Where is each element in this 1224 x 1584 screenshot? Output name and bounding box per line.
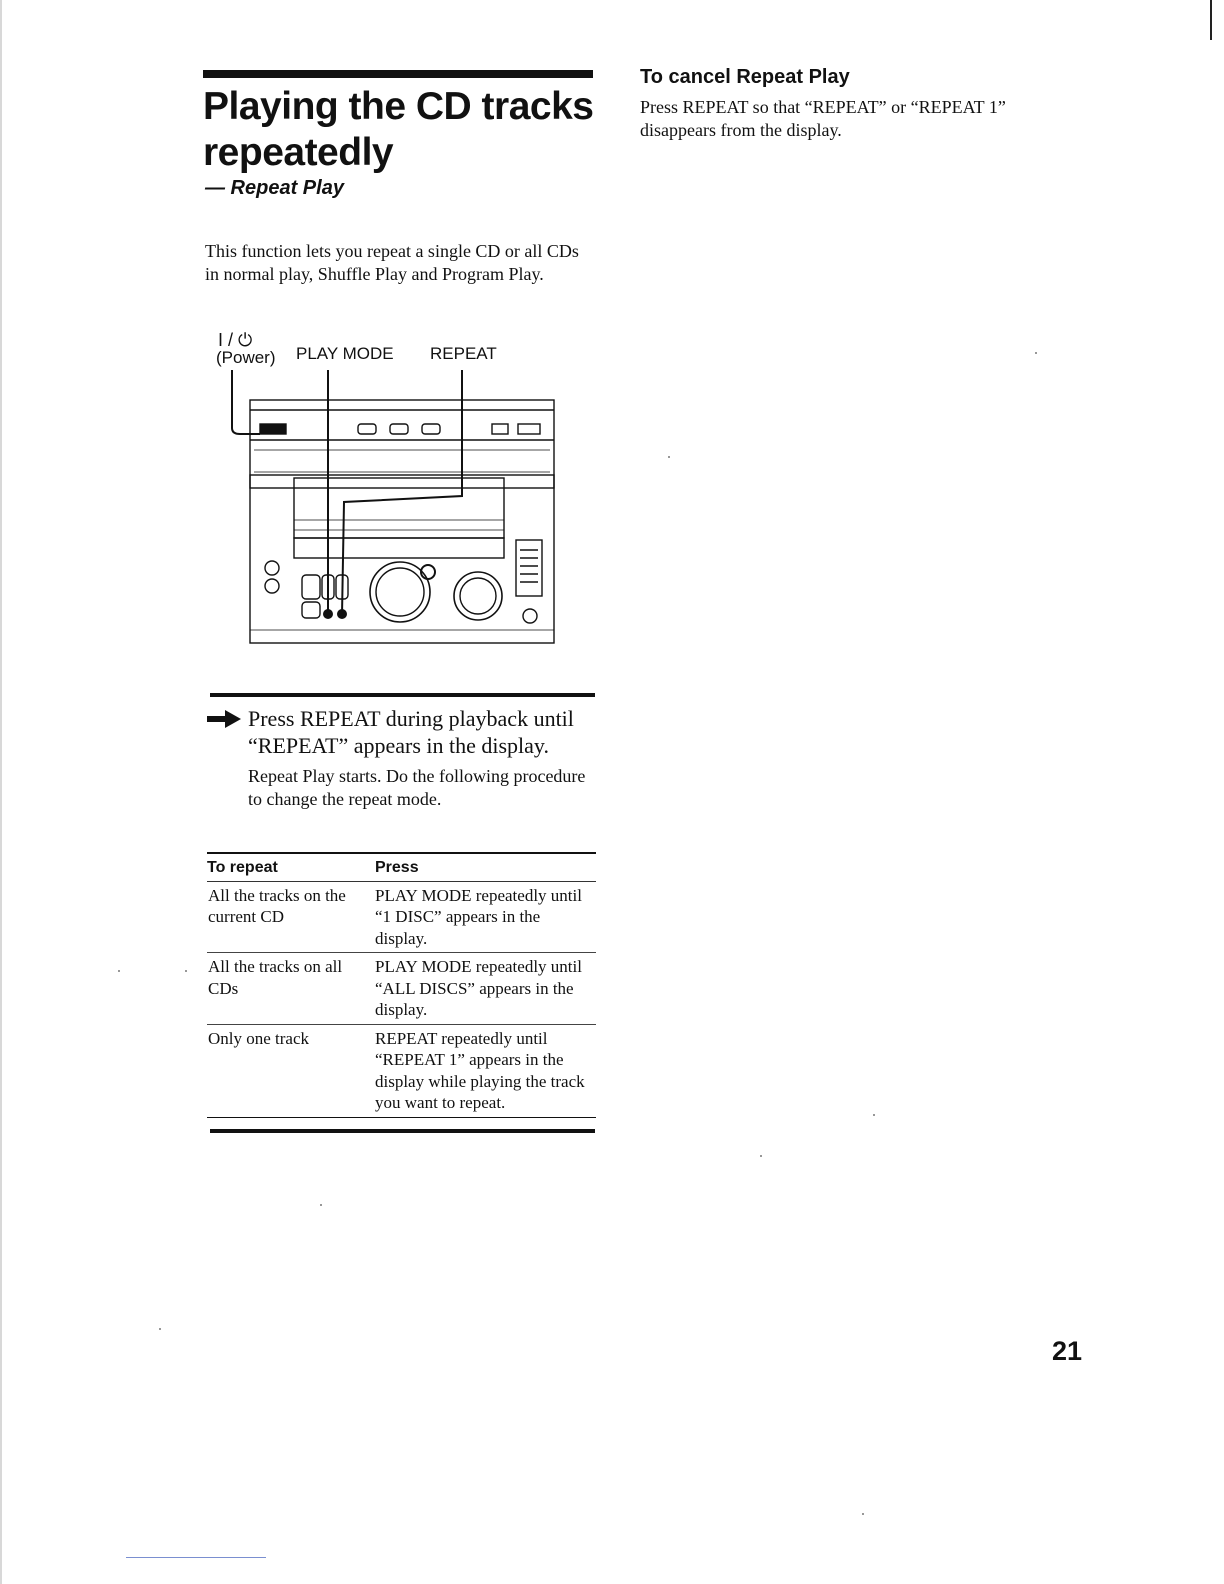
stereo-illustration [210,330,570,660]
title-rule [203,70,593,78]
repeat-callout-line [342,370,462,615]
step-description: Repeat Play starts. Do the following procedure to change the repeat mode. [248,766,586,809]
scan-speck [873,1114,875,1116]
step-rule-bottom [210,1129,595,1133]
right-arrow-icon [207,710,241,728]
scan-speck [118,970,120,972]
press-cell: REPEAT repeatedly until “REPEAT 1” appears in the display while playing the track you want to repeat. [375,1024,596,1117]
scan-edge-right [1210,0,1212,40]
press-cell: PLAY MODE repeatedly until “ALL DISCS” appears in the display. [375,953,596,1025]
amplifier-section [250,475,554,643]
scan-speck [760,1155,762,1157]
level-meter [516,540,542,596]
scan-speck [320,1204,322,1206]
procedure-step [207,706,597,811]
scan-speck [185,970,187,972]
power-icon: I / ⏻ [218,330,253,350]
column-header-press: Press [375,853,596,881]
page-title: Playing the CD tracks repeatedly [203,85,594,174]
scan-speck [159,1328,161,1330]
table-row [207,1024,596,1117]
page-subtitle: — Repeat Play [205,177,344,199]
cancel-heading: To cancel Repeat Play [640,66,850,88]
scan-speck [668,456,670,458]
tuning-knob [454,572,502,620]
step-instruction: Press REPEAT during playback until “REPEAT” appears in the display. [248,706,574,758]
stereo-front-panel-diagram [210,330,570,660]
scan-speck [1035,352,1037,354]
to-repeat-cell: Only one track [207,1024,375,1117]
scan-speck [862,1513,864,1515]
power-label: (Power) [216,348,276,367]
table-header-row [207,853,596,881]
scan-edge-left [0,0,2,1584]
play-mode-label: PLAY MODE [296,344,394,363]
power-button [260,424,286,434]
to-repeat-cell: All the tracks on all CDs [207,953,375,1025]
power-callout-line [232,370,260,434]
step-rule-top [210,693,595,697]
page-number: 21 [1052,1336,1083,1366]
intro-paragraph: This function lets you repeat a single CD or all CDs in normal play, Shuffle Play and Program Play. [205,241,579,284]
to-repeat-cell: All the tracks on the current CD [207,881,375,953]
press-cell: PLAY MODE repeatedly until “1 DISC” appears in the display. [375,881,596,953]
table-row [207,881,596,953]
cancel-text: Press REPEAT so that “REPEAT” or “REPEAT 1” disappears from the display. [640,97,1006,140]
footer-line [126,1557,266,1558]
table-row [207,953,596,1025]
column-header-to-repeat: To repeat [207,853,375,881]
repeat-mode-table [207,852,596,1118]
repeat-label: REPEAT [430,344,497,363]
